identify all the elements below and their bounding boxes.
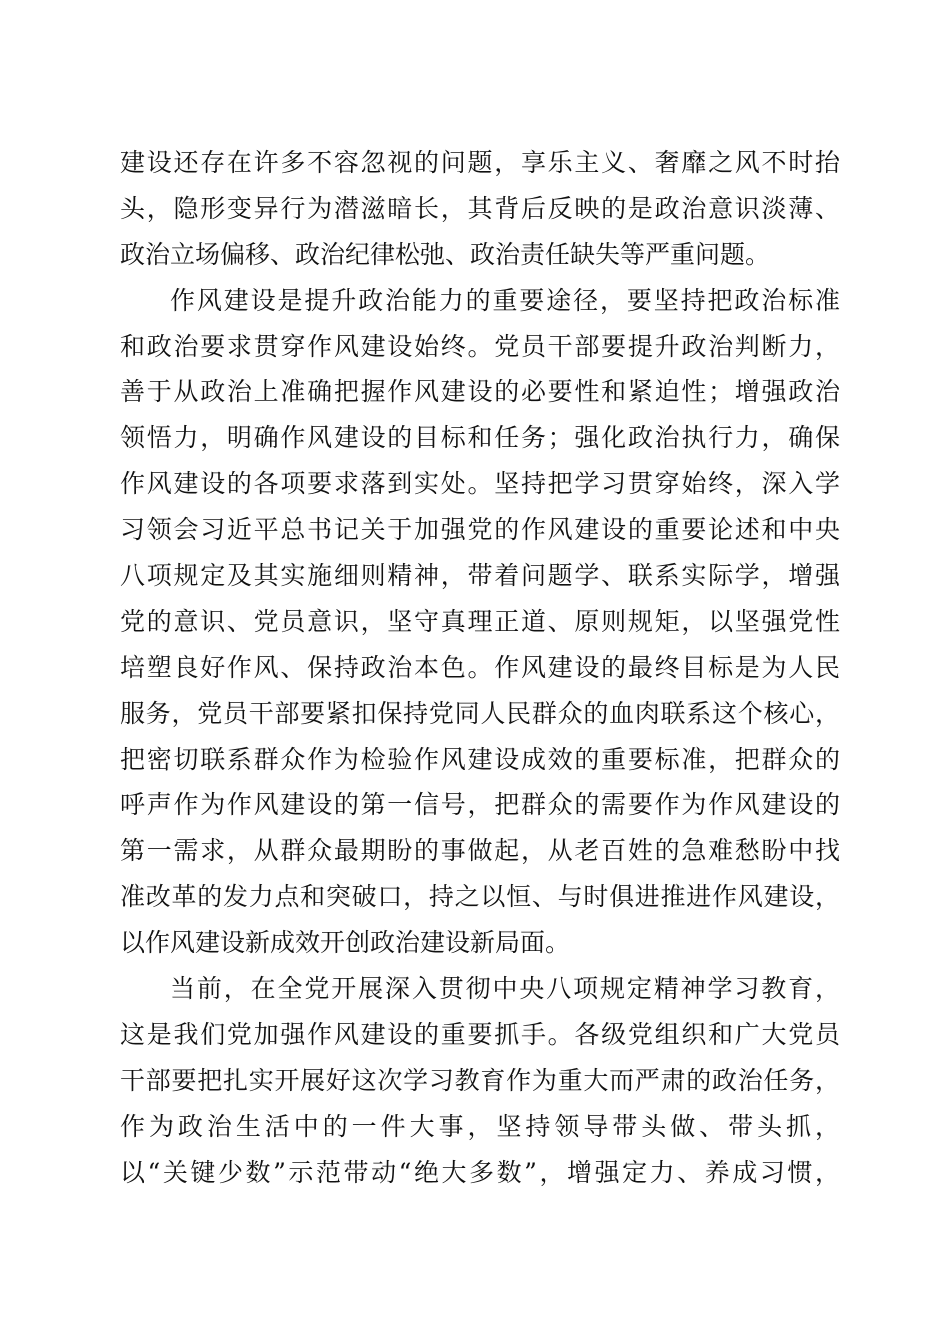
paragraph-2-line-8: 党的意识、党员意识，坚守真理正道、原则规矩，以坚强党性 [120, 606, 840, 636]
paragraph-2-line-1: 作风建设是提升政治能力的重要途径，要坚持把政治标准 [170, 285, 840, 315]
paragraph-3-line-5: 以“关键少数”示范带动“绝大多数”，增强定力、养成习惯， [120, 1157, 840, 1187]
paragraph-1-line-2: 头，隐形变异行为潜滋暗长，其背后反映的是政治意识淡薄、 [120, 193, 840, 223]
paragraph-2-line-13: 第一需求，从群众最期盼的事做起，从老百姓的急难愁盼中找 [120, 836, 840, 866]
paragraph-2-line-12: 呼声作为作风建设的第一信号，把群众的需要作为作风建设的 [120, 790, 840, 820]
body-text [120, 140, 840, 1195]
paragraph-1-line-1: 建设还存在许多不容忽视的问题，享乐主义、奢靡之风不时抬 [120, 148, 840, 177]
paragraph-2-line-11: 把密切联系群众作为检验作风建设成效的重要标准，把群众的 [120, 744, 840, 774]
paragraph-2-line-14: 准改革的发力点和突破口，持之以恒、与时俱进推进作风建设， [120, 882, 840, 912]
paragraph-2-line-3: 善于从政治上准确把握作风建设的必要性和紧迫性；增强政治 [120, 377, 840, 407]
paragraph-2-line-10: 服务，党员干部要紧扣保持党同人民群众的血肉联系这个核心， [120, 698, 840, 728]
paragraph-2-line-4: 领悟力，明确作风建设的目标和任务；强化政治执行力，确保 [120, 423, 840, 453]
paragraph-2-line-7: 八项规定及其实施细则精神，带着问题学、联系实际学，增强 [120, 561, 840, 591]
paragraph-2-line-6: 习领会习近平总书记关于加强党的作风建设的重要论述和中央 [120, 515, 840, 545]
paragraph-2-line-9: 培塑良好作风、保持政治本色。作风建设的最终目标是为人民 [120, 652, 840, 682]
paragraph-3-line-4: 作为政治生活中的一件大事，坚持领导带头做、带头抓， [120, 1111, 840, 1141]
paragraph-1-line-3: 政治立场偏移、政治纪律松弛、政治责任缺失等严重问题。 [120, 239, 771, 269]
paragraph-3-line-3: 干部要把扎实开展好这次学习教育作为重大而严肃的政治任务， [120, 1065, 840, 1095]
paragraph-2-line-5: 作风建设的各项要求落到实处。坚持把学习贯穿始终，深入学 [120, 469, 840, 499]
paragraph-2-line-2: 和政治要求贯穿作风建设始终。党员干部要提升政治判断力， [120, 331, 840, 361]
paragraph-2-line-15: 以作风建设新成效开创政治建设新局面。 [120, 928, 571, 958]
paragraph-3-line-2: 这是我们党加强作风建设的重要抓手。各级党组织和广大党员 [120, 1019, 840, 1049]
paragraph-3-line-1: 当前，在全党开展深入贯彻中央八项规定精神学习教育， [170, 974, 840, 1004]
